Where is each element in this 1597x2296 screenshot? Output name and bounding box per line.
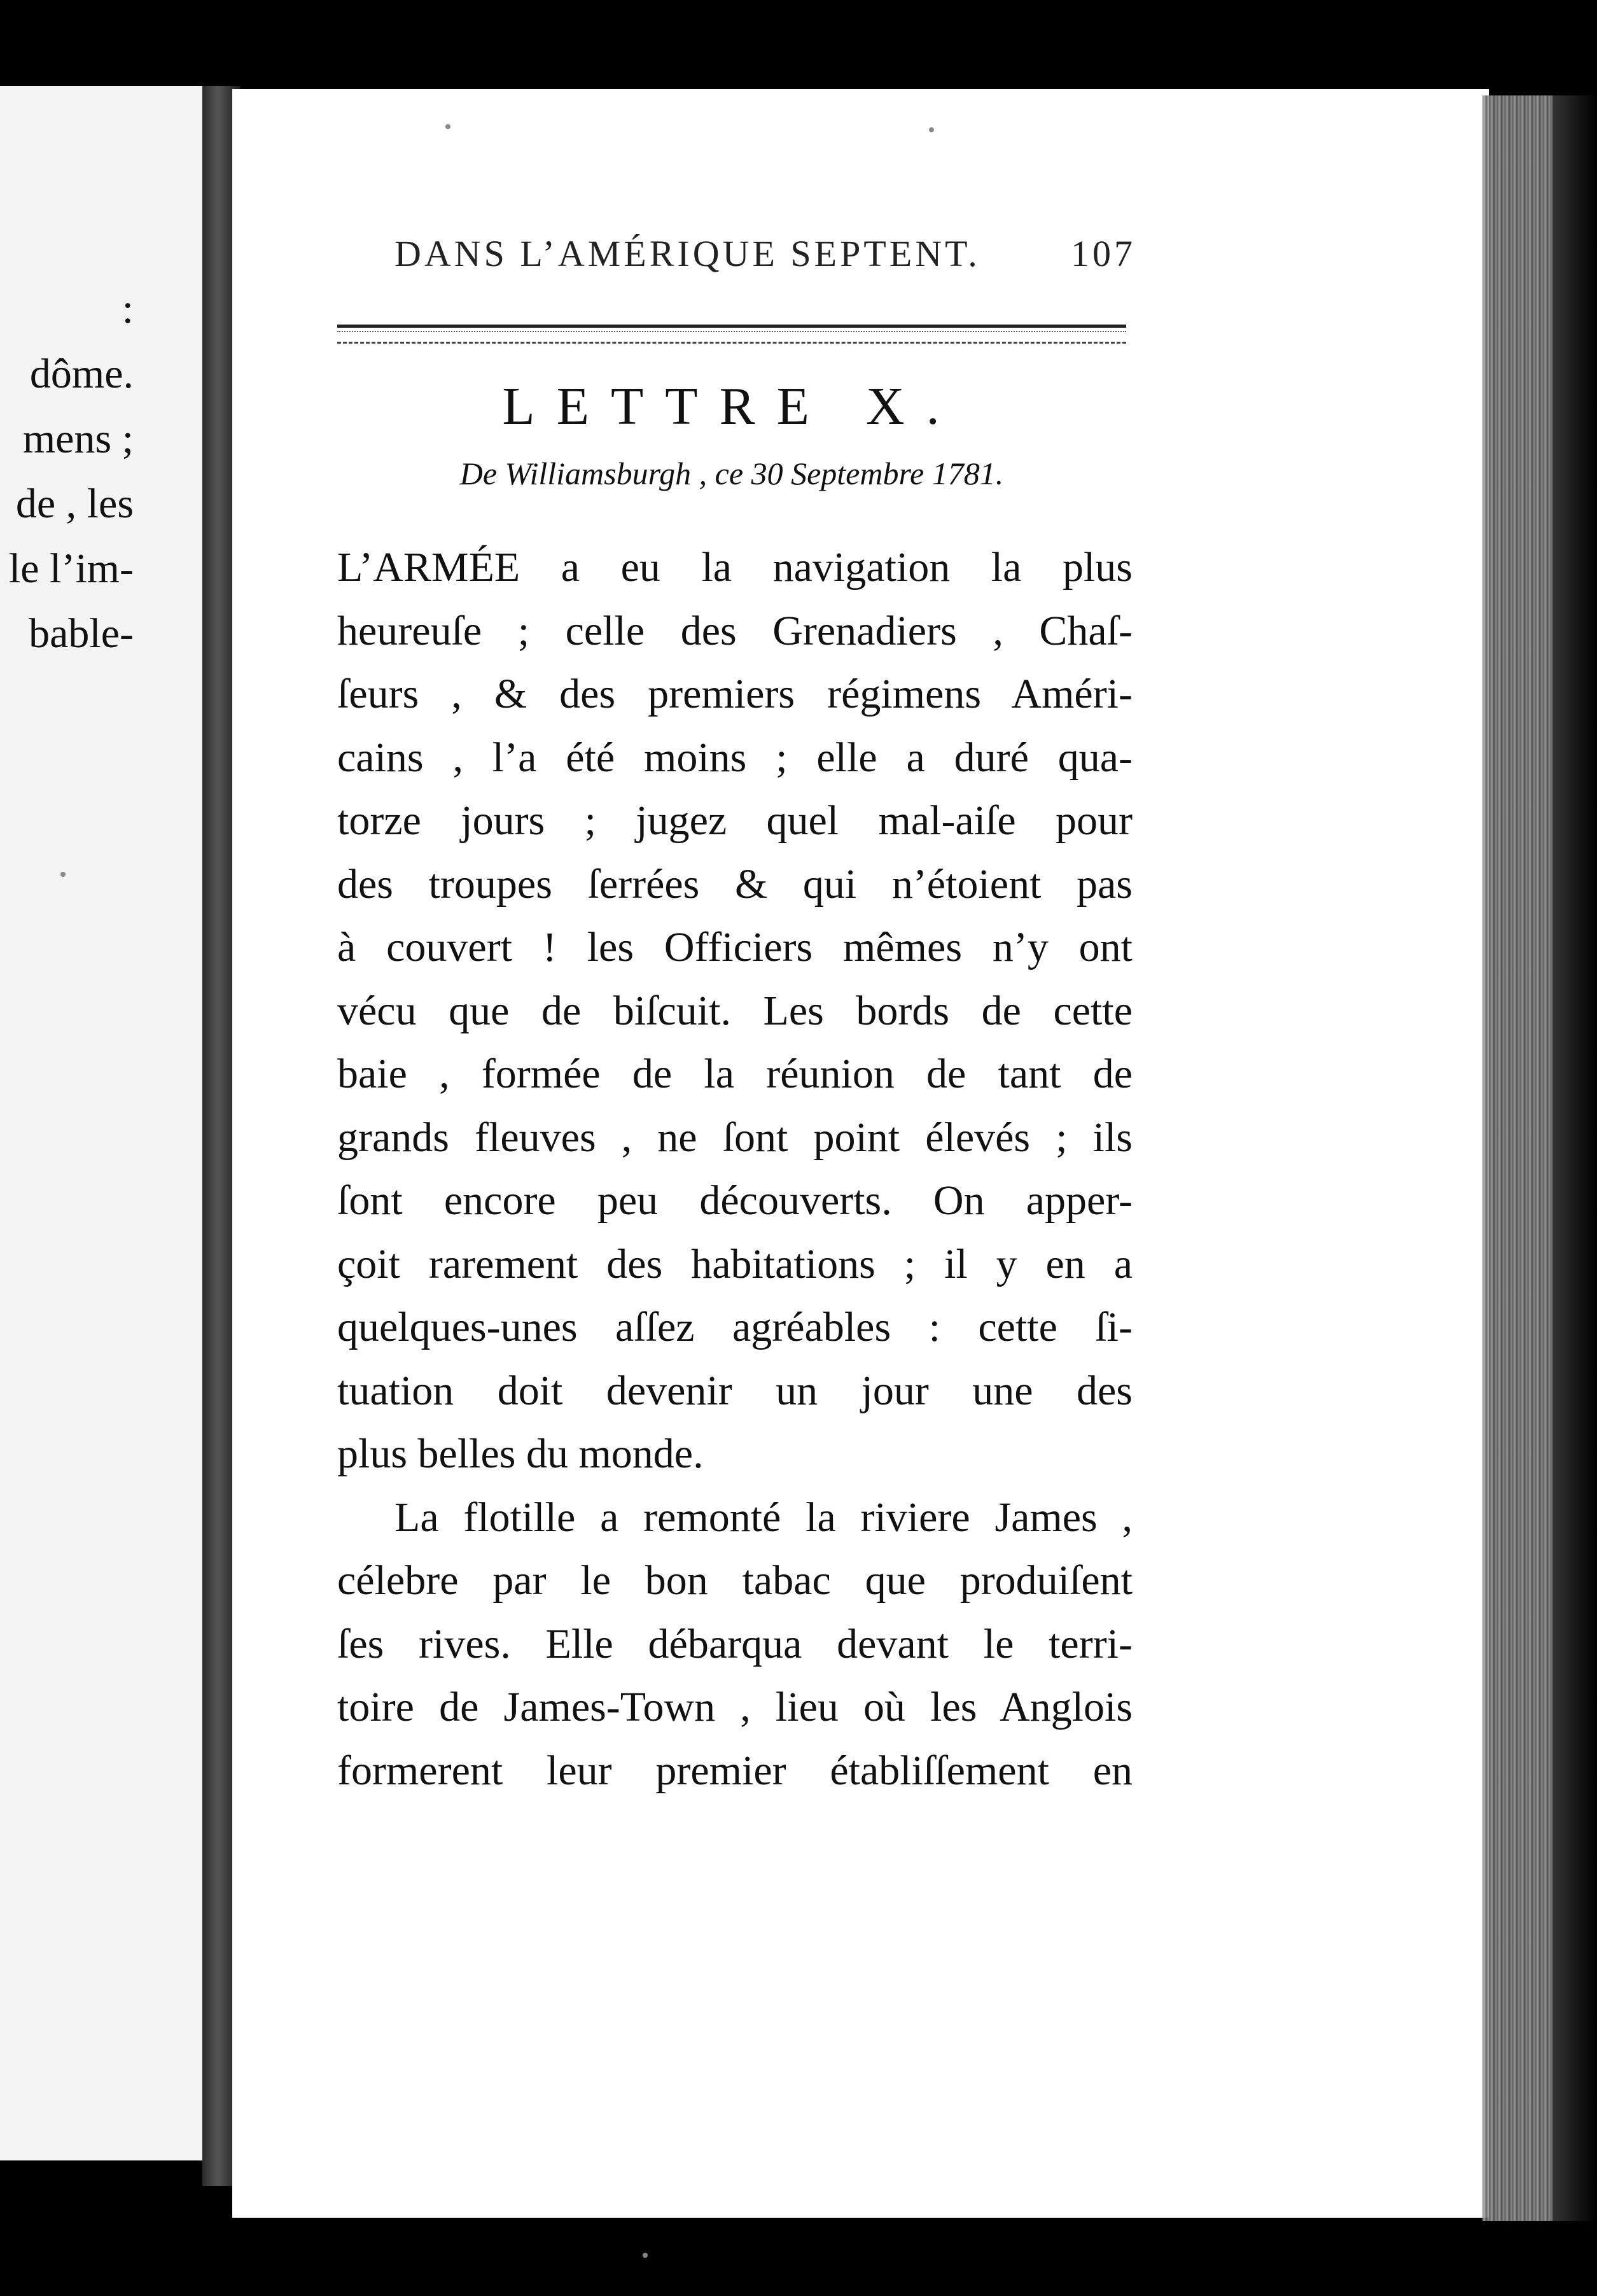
text-line: formerent leur premier établiſſement en xyxy=(337,1747,1133,1794)
paper-speck xyxy=(60,872,66,877)
facing-line: : xyxy=(122,286,134,332)
facing-line: bable- xyxy=(29,610,134,657)
page-fore-edge xyxy=(1482,95,1552,2221)
page-number: 107 xyxy=(1071,233,1136,274)
letter-body xyxy=(337,536,1133,1802)
text-line: plus belles du monde. xyxy=(337,1431,704,1477)
facing-page-left xyxy=(0,86,204,2160)
text-line: cains , l’a été moins ; elle a duré qua- xyxy=(337,734,1133,781)
text-line: à couvert ! les Officiers mêmes n’y ont xyxy=(337,924,1133,970)
text-line: ſont encore peu découverts. On apper- xyxy=(337,1177,1133,1224)
text-line: toire de James-Town , lieu où les Anglois xyxy=(337,1684,1133,1730)
letter-title: LETTRE X. xyxy=(502,377,961,436)
paper-speck xyxy=(929,127,934,132)
text-line: torze jours ; jugez quel mal-aiſe pour xyxy=(337,797,1133,844)
facing-page-text xyxy=(9,277,134,666)
text-line: des troupes ſerrées & qui n’étoient pas xyxy=(337,860,1133,907)
text-line: vécu que de biſcuit. Les bords de cette xyxy=(337,987,1133,1034)
text-line: La flotille a remonté la riviere James , xyxy=(394,1494,1133,1541)
facing-line: le l’im- xyxy=(8,545,134,592)
page-edge-shadow xyxy=(1552,95,1597,2221)
facing-line: de , les xyxy=(15,480,134,527)
text-line: çoit rarement des habitations ; il y en a xyxy=(337,1240,1133,1287)
text-line: ſes rives. Elle débarqua devant le terri- xyxy=(337,1620,1133,1667)
running-head-title: DANS L’AMÉRIQUE SEPTENT. xyxy=(394,233,980,274)
text-line: ſeurs , & des premiers régimens Améri- xyxy=(337,671,1133,717)
text-line: tuation doit devenir un jour une des xyxy=(337,1367,1133,1414)
text-line: L’ARMÉE a eu la navigation la plus xyxy=(337,544,1133,591)
text-line: quelques-unes aſſez agréables : cette ſi- xyxy=(337,1304,1133,1350)
facing-line: mens ; xyxy=(22,416,134,462)
text-line: heureuſe ; celle des Grenadiers , Chaſ- xyxy=(337,607,1133,654)
running-head xyxy=(394,232,1136,283)
header-rule xyxy=(337,325,1126,344)
text-line: grands fleuves , ne ſont point élevés ; ils xyxy=(337,1114,1133,1161)
header-rule-inner xyxy=(337,331,1126,332)
facing-line: dôme. xyxy=(29,351,134,397)
paper-speck xyxy=(643,2253,648,2258)
letter-dateline: De Williamsburgh , ce 30 Septembre 1781. xyxy=(459,456,1004,491)
paper-speck xyxy=(445,124,450,129)
text-line: baie , formée de la réunion de tant de xyxy=(337,1051,1133,1097)
text-line: célebre par le bon tabac que produiſent xyxy=(337,1557,1133,1604)
